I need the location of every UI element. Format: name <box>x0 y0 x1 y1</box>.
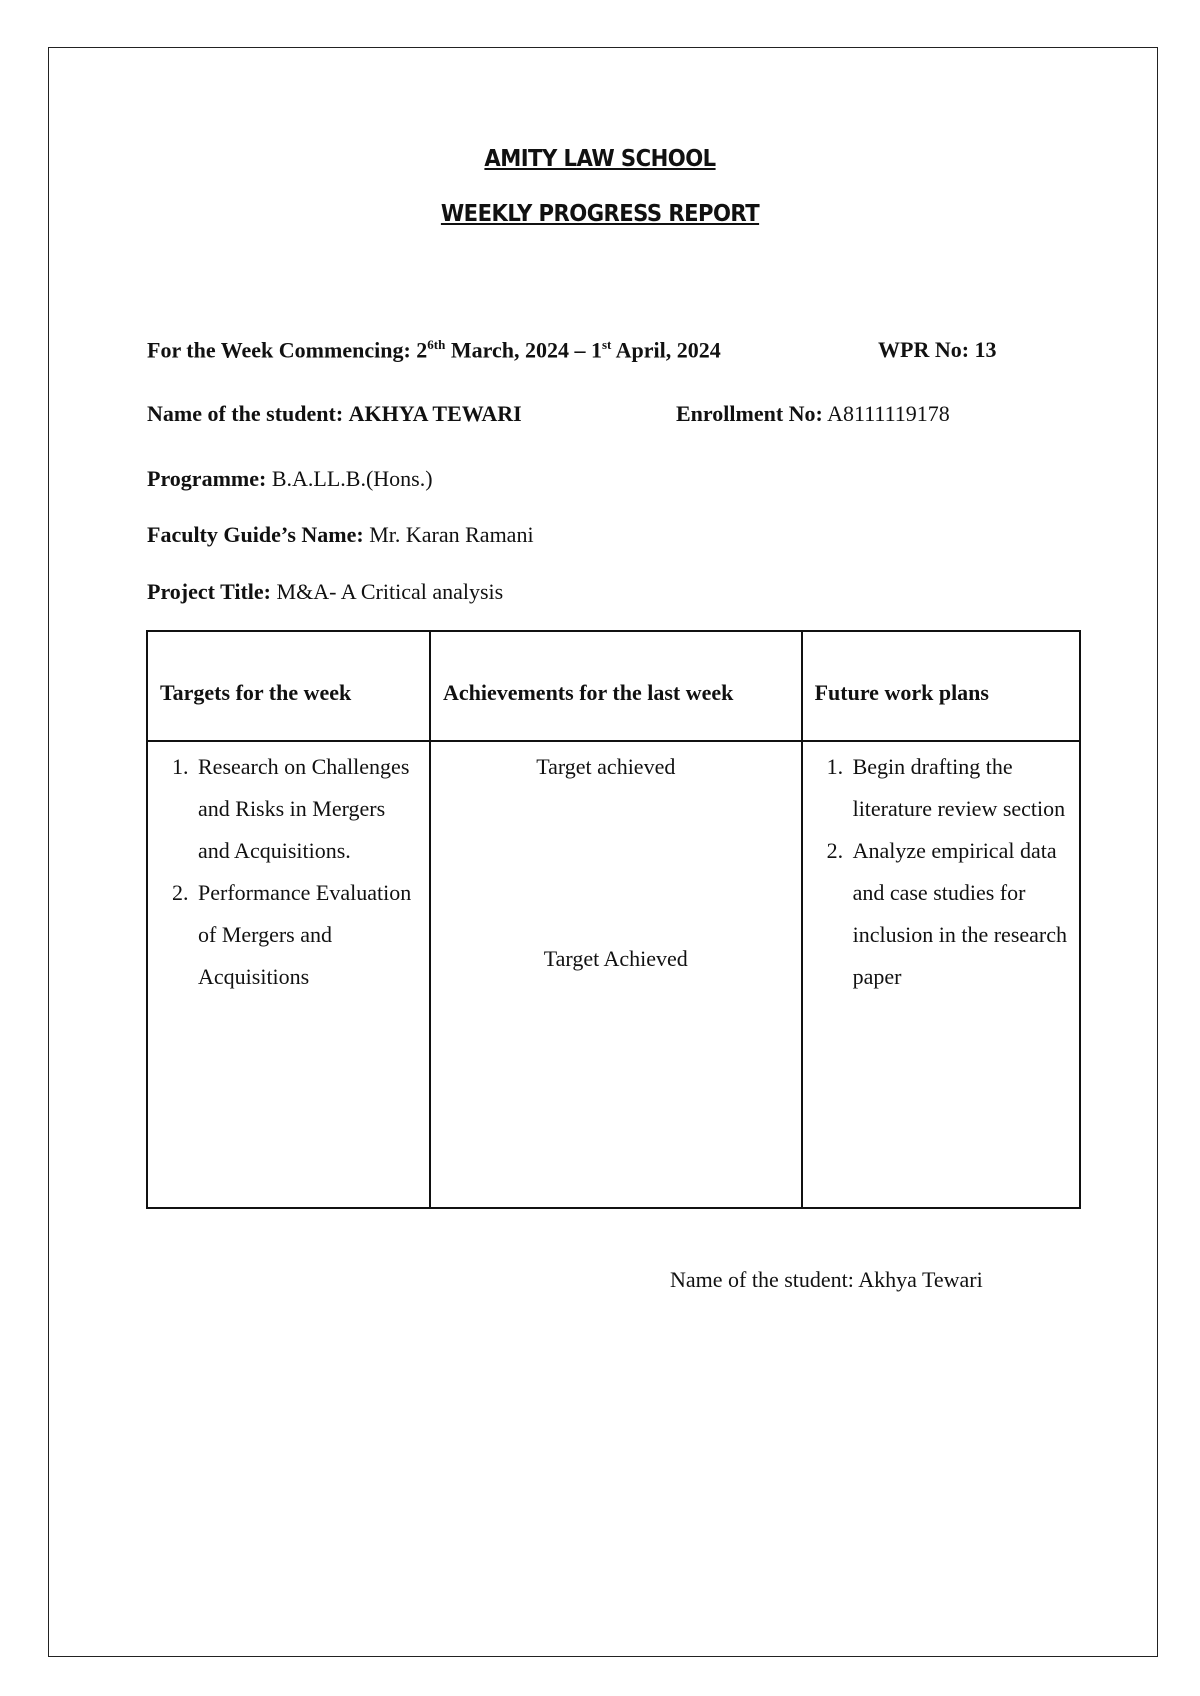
target-item-2: 2. Performance Evaluation of Mergers and Acquisitions <box>194 872 421 998</box>
signature-label: Name of the student: <box>670 1267 854 1292</box>
header-achievements: Achievements for the last week <box>430 631 802 741</box>
target-item-1: 1. Research on Challenges and Risks in Mergers and Acquisitions. <box>194 746 421 872</box>
guide-value: Mr. Karan Ramani <box>369 522 534 547</box>
guide-label: Faculty Guide’s Name: <box>147 522 364 547</box>
project-label: Project Title: <box>147 579 272 604</box>
report-title: WEEKLY PROGRESS REPORT <box>440 201 760 227</box>
achievements-cell <box>430 741 802 1208</box>
signature-value: Akhya Tewari <box>858 1267 983 1292</box>
project-value: M&A- A Critical analysis <box>276 579 504 604</box>
programme-label: Programme: <box>147 466 267 491</box>
future-plans-list <box>811 746 1071 998</box>
header-targets: Targets for the week <box>147 631 430 741</box>
future-plan-item-1: 1. Begin drafting the literature review section <box>849 746 1071 830</box>
achievement-item-2: Target Achieved <box>543 946 688 971</box>
enrollment-field <box>676 401 950 427</box>
project-line <box>147 579 503 605</box>
week-start-day: 2 <box>416 337 428 363</box>
signature-line <box>670 1267 983 1293</box>
week-end-suffix: st <box>601 337 612 352</box>
table-header-row <box>147 631 1080 741</box>
achievements-list <box>439 746 793 1207</box>
week-line <box>147 337 721 363</box>
future-plans-cell <box>802 741 1080 1208</box>
student-value: AKHYA TEWARI <box>348 401 522 426</box>
targets-cell <box>147 741 430 1208</box>
week-start-suffix: 6th <box>427 337 446 352</box>
programme-value: B.A.LL.B.(Hons.) <box>271 466 433 491</box>
wpr-label: WPR No: <box>878 337 970 362</box>
week-start-rest: March, 2024 – 1 <box>450 337 602 363</box>
student-label: Name of the student: <box>147 401 344 426</box>
enrollment-label: Enrollment No: <box>676 401 823 426</box>
wpr-field <box>878 337 997 363</box>
programme-line <box>147 466 433 492</box>
future-plan-item-2: 2. Analyze empirical data and case studies for inclusion in the research paper <box>849 830 1071 998</box>
wpr-value: 13 <box>974 337 997 362</box>
institution-title: AMITY LAW SCHOOL <box>484 146 716 172</box>
enrollment-value: A8111119178 <box>827 401 950 426</box>
guide-line <box>147 522 534 548</box>
week-label: For the Week Commencing: <box>147 337 411 363</box>
header-future-plans: Future work plans <box>802 631 1080 741</box>
progress-table <box>146 630 1081 1209</box>
student-line <box>147 401 522 427</box>
targets-list <box>156 746 421 998</box>
week-end-rest: April, 2024 <box>615 337 721 363</box>
table-row <box>147 741 1080 1208</box>
achievement-item-1: Target achieved <box>536 754 676 779</box>
